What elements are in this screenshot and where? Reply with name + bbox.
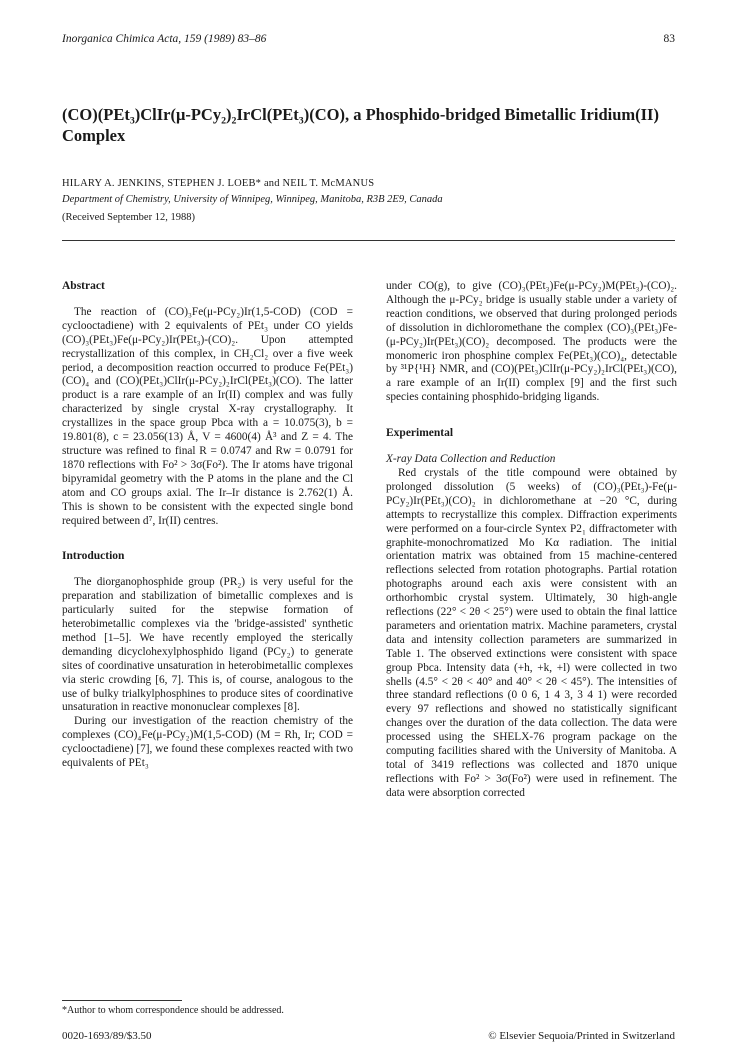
journal-citation: Inorganica Chimica Acta, 159 (1989) 83–86 xyxy=(62,33,267,45)
publisher-line: © Elsevier Sequoia/Printed in Switzerland xyxy=(488,1030,675,1042)
abstract-heading: Abstract xyxy=(62,280,105,292)
right-column xyxy=(386,280,677,801)
introduction-paragraph-2: During our investigation of the reaction chemistry of the complexes (CO)₄Fe(μ-PCy₂)M(1,5-COD) (M = Rh, Ir; COD = cyclooctadiene) [7], we found these complexes reacted with two equivalents of PEt₃ xyxy=(62,715,353,770)
introduction-heading: Introduction xyxy=(62,550,125,563)
abstract-text: The reaction of (CO)₃Fe(μ-PCy₂)Ir(1,5-COD) (COD = cyclooctadiene) with 2 equivalents of PEt₃ under CO yields (CO)₃(PEt₃)Fe(μ-PCy₂)Ir(PEt₃)-(CO)₂. Upon attempted recrystallization of this complex, in CH₂Cl₂ over a five week period, a decomposition reaction occurred to produce Fe(PEt₃)(CO)₄ and (CO)(PEt₃)ClIr(μ-PCy₂)₂IrCl(PEt₃)(CO). The latter product is a rare example of an Ir(II) complex and was fully characterized by single crystal X-ray crystallography. It crystallizes in the space group Pbca with a = 10.075(3), b = 19.801(8), c = 23.056(13) Å, V = 4600(4) Å³ and Z = 4. The structure was refined to final R = 0.0747 and Rw = 0.0791 for 1870 reflections with Fo² > 3σ(Fo²). The Ir atoms have trigonal bipyramidal geometry with the P atoms in the plane and the Cl atom and CO groups axial. The Ir–Ir distance is 2.762(1) Å. This is shown to be consistent with the expected single bond required between d⁷, Ir(II) centres. xyxy=(62,305,353,527)
introduction-paragraph-1: The diorganophosphide group (PR₂) is very useful for the preparation and stabilization of bimetallic complexes and is particularly suited for the stepwise formation of heterobimetallic complexes via the 'bridge-assisted' synthetic method [1–5]. We have recently employed the sterically demanding dicyclohexylphosphido ligand (PCy₂) to generate sites of coordinative unsaturation in heterobimetallic complexes via steric crowding [6, 7]. This is, of course, analogous to the use of bulky trialkylphosphines to produce sites of coordinative unsaturation in reactive mononuclear complexes [8]. xyxy=(62,576,353,714)
author-list: HILARY A. JENKINS, STEPHEN J. LOEB* and NEIL T. McMANUS xyxy=(62,178,375,189)
introduction-paragraph-2-cont: under CO(g), to give (CO)₃(PEt₃)Fe(μ-PCy₂)M(PEt₃)-(CO)₂. Although the μ-PCy₂ bridge is usually stable under a variety of reaction conditions, we observed that during prolonged periods of dissolution in dichloromethane the complex (CO)₃(PEt₃)Fe-(μ-PCy₂)Ir(PEt₃)(CO)₂ decomposed. The products were the monomeric iron phosphine complex Fe(PEt₃)(CO)₄, detectable by ³¹P{¹H} NMR, and (CO)(PEt₃)ClIr(μ-PCy₂)₂IrCl(PEt₃)(CO), a rare example of an Ir(II) complex [9] and the first such species containing phosphido-bridging ligands. xyxy=(386,280,677,404)
received-date: (Received September 12, 1988) xyxy=(62,212,195,223)
footnote: *Author to whom correspondence should be addressed. xyxy=(62,1005,284,1016)
left-column xyxy=(62,280,353,771)
issn-code: 0020-1693/89/$3.50 xyxy=(62,1030,152,1042)
article-title: (CO)(PEt₃)ClIr(μ-PCy₂)₂IrCl(PEt₃)(CO), a Phosphido-bridged Bimetallic Iridium(II) Complex xyxy=(62,105,659,145)
footnote-divider xyxy=(62,1000,182,1001)
header-divider xyxy=(62,240,675,241)
xray-subheading: X-ray Data Collection and Reduction xyxy=(386,453,556,466)
running-header xyxy=(62,33,675,45)
experimental-text: Red crystals of the title compound were obtained by prolonged dissolution (5 weeks) of (CO)₃(PEt₃)-Fe(μ-PCy₂)Ir(PEt₃)(CO)₂ in dichloromethane at −20 °C, during attempts to recrystallize this complex. Diffraction experiments were performed on a four-circle Syntex P2₁ diffractometer with graphite-monochromatized Mo Kα radiation. The initial orientation matrix was obtained from 15 machine-centered reflections selected from rotation photographs. Partial rotation photographs around each axis were consistent with an orthorhombic crystal system. Ultimately, 30 high-angle reflections (22° < 2θ < 25°) were used to obtain the final lattice parameters and orientation matrix. Machine parameters, crystal data and intensity collection parameters are summarized in Table 1. The observed extinctions were consistent with space group Pbca. Intensity data (+h, +k, +l) were collected in two shells (4.5° < 2θ < 40° and 40° < 2θ < 45°). The intensities of three standard reflections (0 0 6, 1 4 3, 3 4 1) were recorded every 97 reflections and showed no statistically significant changes over the duration of the data collection. The data were processed using the SHELX-76 program package on the computing facilities shared with the University of Manitoba. A total of 3419 reflections was collected and 1870 unique reflections with Fo² > 3σ(Fo²) were used in refinement. The data were absorption corrected xyxy=(386,466,677,799)
experimental-heading: Experimental xyxy=(386,427,454,440)
affiliation: Department of Chemistry, University of Winnipeg, Winnipeg, Manitoba, R3B 2E9, Canada xyxy=(62,194,443,205)
page-number: 83 xyxy=(663,33,675,45)
